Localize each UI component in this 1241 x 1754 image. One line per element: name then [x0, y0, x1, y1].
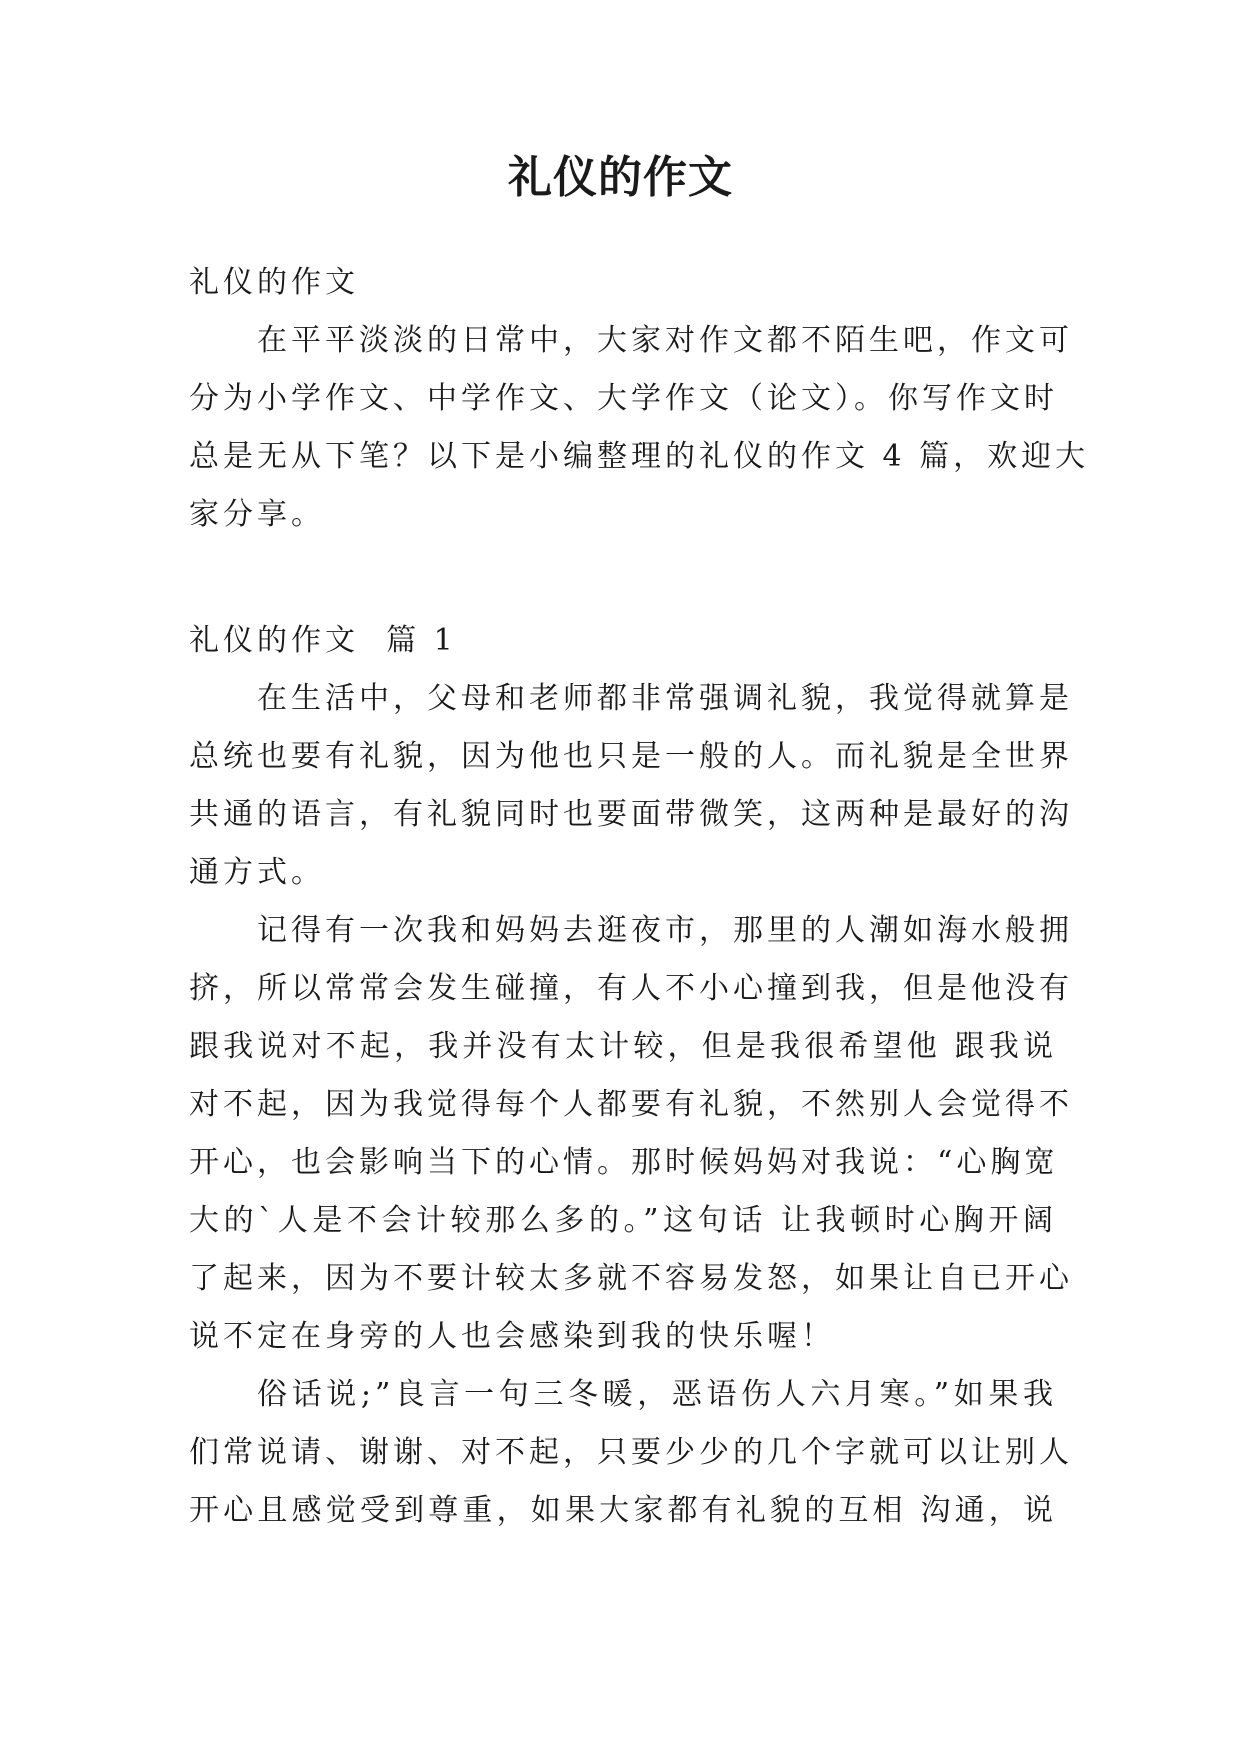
paragraph-line: 总统也要有礼貌，因为他也只是一般的人。而礼貌是全世界: [189, 739, 1073, 774]
document-body: [189, 254, 1090, 1540]
paragraph-line: 分为小学作文、中学作文、大学作文（论文）。你写作文时: [189, 381, 1058, 416]
body-paragraph-3: [189, 1366, 1073, 1540]
intro-paragraph: [189, 312, 1090, 544]
paragraph-line: 挤，所以常常会发生碰撞，有人不小心撞到我，但是他没有: [189, 971, 1073, 1006]
paragraph-line: 记得有一次我和妈妈去逛夜市，那里的人潮如海水般拥: [257, 913, 1073, 948]
paragraph-line: 开心且感觉受到尊重，如果大家都有礼貌的互相 沟通，说: [189, 1493, 1057, 1528]
paragraph-line: 通方式。: [189, 855, 325, 890]
paragraph-line: 大的`人是不会计较那么多的。”这句话 让我顿时心胸开阔: [189, 1203, 1057, 1238]
paragraph-line: 说不定在身旁的人也会感染到我的快乐喔！: [189, 1319, 835, 1354]
paragraph-line: 了起来，因为不要计较太多就不容易发怒，如果让自已开心: [189, 1261, 1073, 1296]
paragraph-line: 开心，也会影响当下的心情。那时候妈妈对我说：“心胸宽: [189, 1145, 1059, 1180]
section-spacer: [189, 544, 1057, 612]
paragraph-line: 们常说请、谢谢、对不起，只要少少的几个字就可以让别人: [189, 1435, 1073, 1470]
paragraph-line: 在平平淡淡的日常中，大家对作文都不陌生吧，作文可: [257, 323, 1073, 358]
body-paragraph-1: [189, 670, 1073, 902]
document-title: 礼仪的作文: [508, 152, 733, 203]
paragraph-line: 对不起，因为我觉得每个人都要有礼貌，不然别人会觉得不: [189, 1087, 1073, 1122]
section-heading: 礼仪的作文 篇 1: [189, 623, 457, 658]
paragraph-line: 俗话说;”良言一句三冬暖，恶语伤人六月寒。”如果我: [257, 1377, 1057, 1412]
document-subtitle: 礼仪的作文: [189, 265, 359, 300]
paragraph-line: 总是无从下笔？以下是小编整理的礼仪的作文 4 篇，欢迎大: [189, 439, 1090, 474]
paragraph-line: 在生活中，父母和老师都非常强调礼貌，我觉得就算是: [257, 681, 1073, 716]
paragraph-line: 跟我说对不起，我并没有太计较，但是我很希望他 跟我说: [189, 1029, 1057, 1064]
body-paragraph-2: [189, 902, 1073, 1366]
paragraph-line: 共通的语言，有礼貌同时也要面带微笑，这两种是最好的沟: [189, 797, 1073, 832]
paragraph-line: 家分享。: [189, 497, 325, 532]
